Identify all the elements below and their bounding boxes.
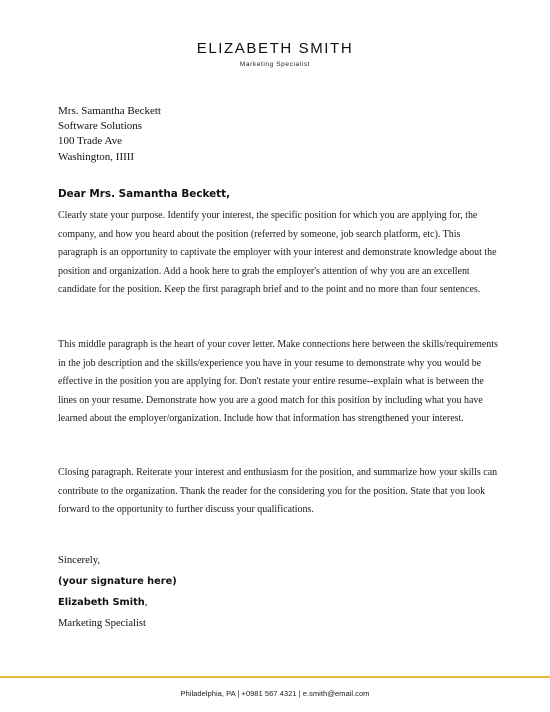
signer-name-comma: , (144, 597, 148, 608)
body-paragraph-closing: Closing paragraph. Reiterate your interest and enthusiasm for the position, and summarize how your skills can contribute to the organization. Thank the reader for the considering you for the position. State that you look forward to the opportunity to further discuss your qualifications. (58, 467, 498, 515)
salutation: Dear Mrs. Samantha Beckett, (58, 188, 231, 200)
body-paragraph-opening: Clearly state your purpose. Identify your interest, the specific position for which you are applying for, the company, and how you heard about the position (referred by someone, job search platform, etc). This paragraph is an opportunity to captivate the employer with your interest and demonstrate knowledge about the position and organization. Add a hook here to grab the employer's attention of why you are an excellent candidate for the position. Keep the first paragraph brief and to the point and no more than four sentences. (58, 210, 497, 295)
closing-block (58, 550, 177, 634)
footer-contact-info: Philadelphia, PA | +0981 567 4321 | e.smith@email.com (180, 689, 370, 698)
sender-name-heading: ELIZABETH SMITH (196, 40, 354, 57)
body-paragraph-middle: This middle paragraph is the heart of your cover letter. Make connections here between the skills/requirements in the job description and the skills/experience you have in your resume to demonstrate why you would be effective in the position you are applying for. Don't restate your entire resume--explain what is between the lines on your resume. Demonstrate how you are a good match for this position by including what you have learned about the employer/organization. Include how that information has strengthened your interest. (58, 339, 498, 424)
signer-name-line (58, 592, 177, 613)
recipient-street: 100 Trade Ave (58, 135, 122, 148)
footer-divider (0, 676, 550, 678)
recipient-company: Software Solutions (58, 120, 143, 133)
closing-phrase: Sincerely, (58, 555, 100, 566)
signature-placeholder: (your signature here) (58, 576, 177, 587)
recipient-address-block (58, 104, 161, 165)
recipient-city: Washington, IIIII (58, 150, 135, 163)
recipient-name: Mrs. Samantha Beckett (58, 105, 161, 117)
sender-job-title: Marketing Specialist (239, 61, 311, 68)
signer-title: Marketing Specialist (58, 618, 146, 629)
signer-name: Elizabeth Smith (58, 597, 145, 608)
